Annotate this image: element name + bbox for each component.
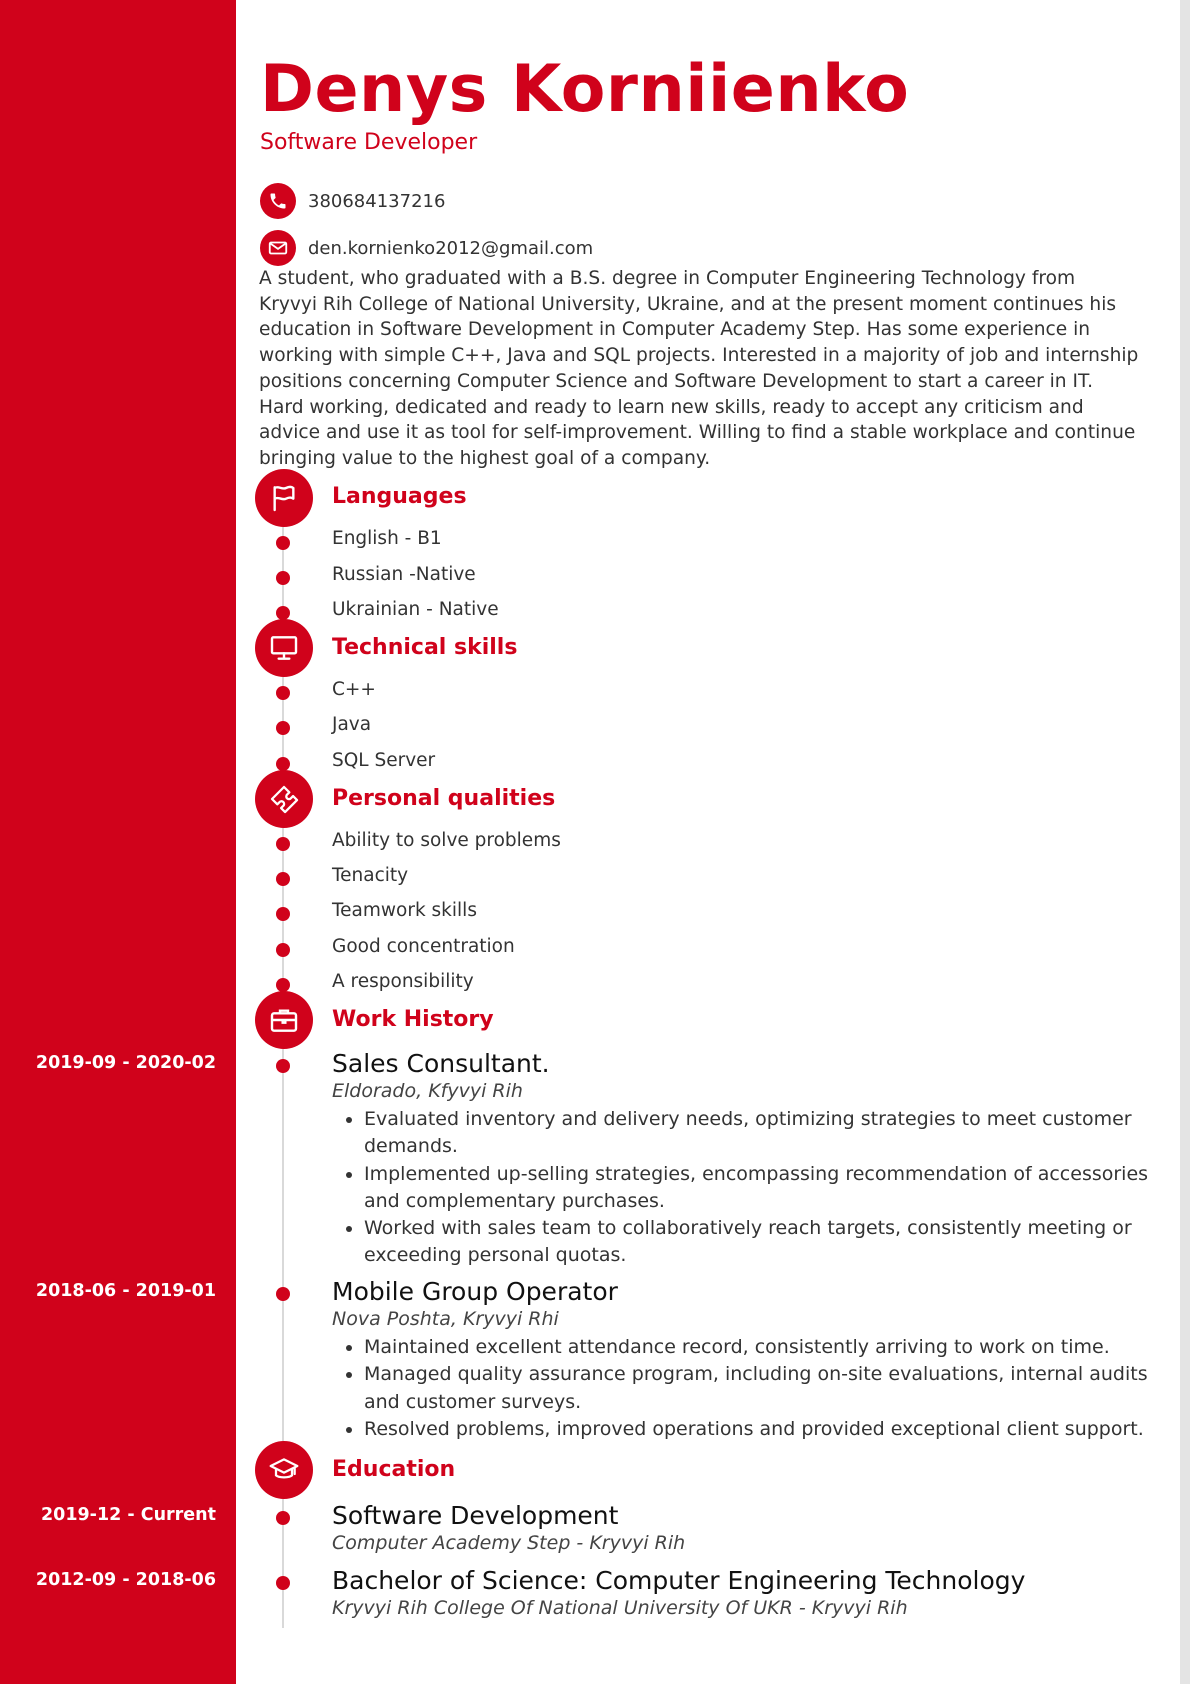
education-entry — [332, 1500, 1152, 1556]
timeline-dot — [276, 686, 290, 700]
timeline-dot — [276, 1576, 290, 1590]
responsibility-item: • Worked with sales team to collaboratively reach targets, consistently meeting or exceeding personal quotas. — [364, 1215, 1152, 1270]
quality-item: Tenacity — [332, 865, 409, 886]
phone-icon — [260, 183, 296, 219]
language-item: Russian -Native — [332, 564, 476, 585]
education-degree: Software Development — [332, 1501, 619, 1530]
education-heading: Education — [332, 1457, 456, 1482]
timeline-dot — [276, 721, 290, 735]
timeline-dot — [276, 571, 290, 585]
job-entry — [332, 1048, 1152, 1270]
flag-icon — [255, 469, 313, 527]
email-contact — [260, 230, 593, 266]
skill-item: Java — [332, 714, 372, 735]
timeline-dot — [276, 1059, 290, 1073]
job-entry — [332, 1276, 1152, 1443]
responsibility-item: • Resolved problems, improved operations and provided exceptional client support. — [364, 1416, 1152, 1443]
responsibility-item: • Implemented up-selling strategies, encompassing recommendation of accessories and complementary purchases. — [364, 1161, 1152, 1216]
timeline-dot — [276, 907, 290, 921]
candidate-name: Denys Korniienko — [260, 52, 910, 127]
education-school: Kryvyi Rih College Of National University Of UKR - Kryvyi Rih — [332, 1597, 908, 1619]
language-item: Ukrainian - Native — [332, 599, 499, 620]
job-company: Eldorado, Kfyvyi Rih — [332, 1080, 523, 1102]
skill-item: SQL Server — [332, 750, 436, 771]
timeline-dot — [276, 943, 290, 957]
briefcase-icon — [255, 991, 313, 1049]
job-company: Nova Poshta, Kryvyi Rhi — [332, 1308, 559, 1330]
technical-skills-heading: Technical skills — [332, 635, 518, 660]
work-history-heading: Work History — [332, 1007, 494, 1032]
education-entry — [332, 1565, 1152, 1621]
education-dates: 2019-12 - Current — [40, 1505, 216, 1525]
phone-number: 380684137216 — [308, 190, 446, 212]
monitor-icon — [255, 619, 313, 677]
responsibility-item: • Managed quality assurance program, including on-site evaluations, internal audits and customer surveys. — [364, 1361, 1152, 1416]
job-responsibilities — [332, 1106, 1152, 1270]
page-edge — [1180, 0, 1190, 1684]
quality-item: Teamwork skills — [332, 900, 477, 921]
timeline-dot — [276, 872, 290, 886]
puzzle-piece-icon — [255, 770, 313, 828]
job-position: Sales Consultant. — [332, 1049, 550, 1078]
timeline-dot — [276, 536, 290, 550]
left-sidebar — [0, 0, 236, 1684]
timeline-dot — [276, 606, 290, 620]
timeline-dot — [276, 1511, 290, 1525]
education-degree: Bachelor of Science: Computer Engineering Technology — [332, 1566, 1026, 1595]
quality-item: A responsibility — [332, 971, 474, 992]
job-title: Software Developer — [260, 130, 478, 155]
quality-item: Ability to solve problems — [332, 830, 561, 851]
graduation-cap-icon — [255, 1441, 313, 1499]
languages-heading: Languages — [332, 484, 467, 509]
skill-item: C++ — [332, 679, 376, 700]
responsibility-item: • Maintained excellent attendance record, consistently arriving to work on time. — [364, 1334, 1152, 1361]
education-dates: 2012-09 - 2018-06 — [35, 1570, 216, 1590]
profile-summary: A student, who graduated with a B.S. degree in Computer Engineering Technology from Kryvyi Rih College of National University, Ukraine, and at the present moment continues his education in Software Development in Computer Academy Step. Has some experience in working with simple C++, Java and SQL projects. Interested in a majority of job and internship positions concerning Computer Science and Software Development to start a career in IT. Hard working, dedicated and ready to learn new skills, ready to accept any criticism and advice and use it as tool for self-improvement. Willing to find a stable workplace and continue bringing value to the highest goal of a company. — [259, 268, 1139, 469]
timeline-dot — [276, 1287, 290, 1301]
phone-contact — [260, 183, 445, 219]
job-position: Mobile Group Operator — [332, 1277, 618, 1306]
job-dates: 2018-06 - 2019-01 — [35, 1281, 216, 1301]
job-dates: 2019-09 - 2020-02 — [35, 1053, 216, 1073]
email-address[interactable]: den.kornienko2012@gmail.com — [308, 237, 594, 259]
education-school: Computer Academy Step - Kryvyi Rih — [332, 1532, 686, 1554]
responsibility-item: • Evaluated inventory and delivery needs, optimizing strategies to meet customer demands. — [364, 1106, 1152, 1161]
timeline-dot — [276, 757, 290, 771]
quality-item: Good concentration — [332, 936, 515, 957]
job-responsibilities — [332, 1334, 1152, 1443]
timeline-dot — [276, 837, 290, 851]
timeline-dot — [276, 978, 290, 992]
envelope-icon — [260, 230, 296, 266]
language-item: English - B1 — [332, 528, 442, 549]
personal-qualities-heading: Personal qualities — [332, 786, 556, 811]
